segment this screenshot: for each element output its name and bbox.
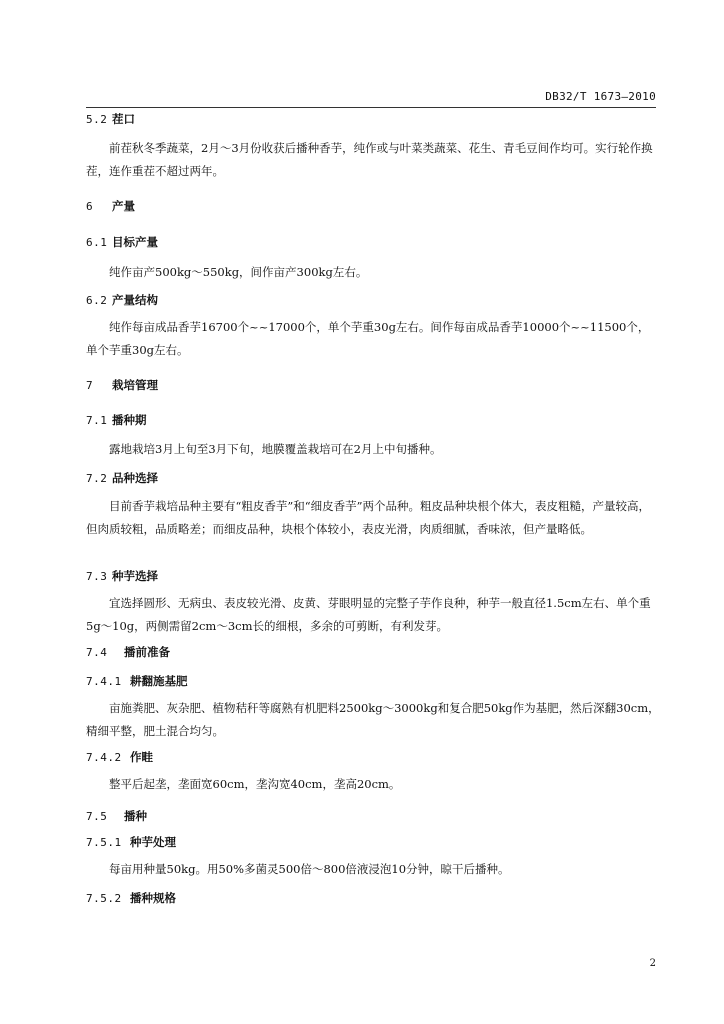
section-number: 7.4 (86, 646, 108, 659)
section-number: 7.4.1 (86, 675, 122, 688)
section-title: 产量 (112, 199, 135, 213)
section-title: 目标产量 (112, 235, 158, 249)
section-number: 7.5 (86, 810, 108, 823)
section-heading (86, 111, 135, 127)
section-number: 6.1 (86, 236, 108, 249)
section-heading (86, 412, 147, 428)
section-heading (86, 808, 147, 824)
section-number: 6.2 (86, 294, 108, 307)
page-number: 2 (649, 958, 656, 969)
section-title: 种芋处理 (130, 835, 176, 849)
section-heading (86, 644, 170, 660)
section-title: 耕翻施基肥 (130, 674, 188, 688)
section-title: 品种选择 (112, 471, 158, 485)
section-heading (86, 234, 158, 250)
section-number: 7 (86, 379, 94, 392)
paragraph: 露地栽培3月上旬至3月下旬，地膜覆盖栽培可在2月上中旬播种。 (109, 442, 442, 456)
section-number: 7.4.2 (86, 751, 122, 764)
section-heading (86, 834, 176, 850)
section-heading (86, 749, 153, 765)
section-number: 7.5.1 (86, 836, 122, 849)
paragraph: 前茬秋冬季蔬菜，2月～3月份收获后播种香芋，纯作或与叶菜类蔬菜、花生、青毛豆间作均可。实行轮作换茬，连作重茬不超过两年。 (86, 141, 653, 178)
section-number: 7.2 (86, 472, 108, 485)
header-rule (86, 107, 656, 108)
paragraph: 目前香芋栽培品种主要有“粗皮香芋”和“细皮香芋”两个品种。粗皮品种块根个体大，表皮粗糙，产量较高，但肉质较粗，品质略差；而细皮品种，块根个体较小，表皮光滑，肉质细腻，香味浓，但产量略低。 (86, 499, 651, 536)
section-title: 播种 (124, 809, 147, 823)
section-heading (86, 470, 158, 486)
section-heading (86, 568, 158, 584)
section-heading (86, 673, 188, 689)
section-number: 6 (86, 200, 94, 213)
paragraph: 每亩用种量50kg。用50%多菌灵500倍～800倍液浸泡10分钟，晾干后播种。 (109, 862, 510, 876)
section-title: 栽培管理 (112, 378, 158, 392)
paragraph: 宜选择圆形、无病虫、表皮较光滑、皮黄、芽眼明显的完整子芋作良种，种芋一般直径1.5cm左右、单个重5g～10g，两侧需留2cm～3cm长的细根，多余的可剪断，有利发芽。 (86, 596, 651, 633)
section-heading (86, 292, 158, 308)
section-title: 茬口 (112, 112, 135, 126)
paragraph: 纯作每亩成品香芋16700个~~17000个，单个芋重30g左右。间作每亩成品香芋10000个~~11500个，单个芋重30g左右。 (86, 320, 650, 357)
section-title: 播前准备 (124, 645, 170, 659)
section-title: 种芋选择 (112, 569, 158, 583)
document-code: DB32/T 1673—2010 (545, 90, 656, 103)
paragraph: 亩施粪肥、灰杂肥、植物秸秆等腐熟有机肥料2500kg～3000kg和复合肥50kg作为基肥，然后深翻30cm，精细平整，肥土混合均匀。 (86, 701, 660, 738)
section-number: 7.5.2 (86, 892, 122, 905)
paragraph: 纯作亩产500kg～550kg，间作亩产300kg左右。 (109, 265, 368, 279)
paragraph: 整平后起垄，垄面宽60cm，垄沟宽40cm，垄高20cm。 (109, 777, 401, 791)
section-title: 播种规格 (130, 891, 176, 905)
section-title: 播种期 (112, 413, 147, 427)
section-title: 作畦 (130, 750, 153, 764)
section-title: 产量结构 (112, 293, 158, 307)
section-heading (86, 890, 176, 906)
section-number: 7.3 (86, 570, 108, 583)
section-number: 7.1 (86, 414, 108, 427)
section-heading (86, 198, 135, 214)
section-number: 5.2 (86, 113, 108, 126)
section-heading (86, 377, 158, 393)
